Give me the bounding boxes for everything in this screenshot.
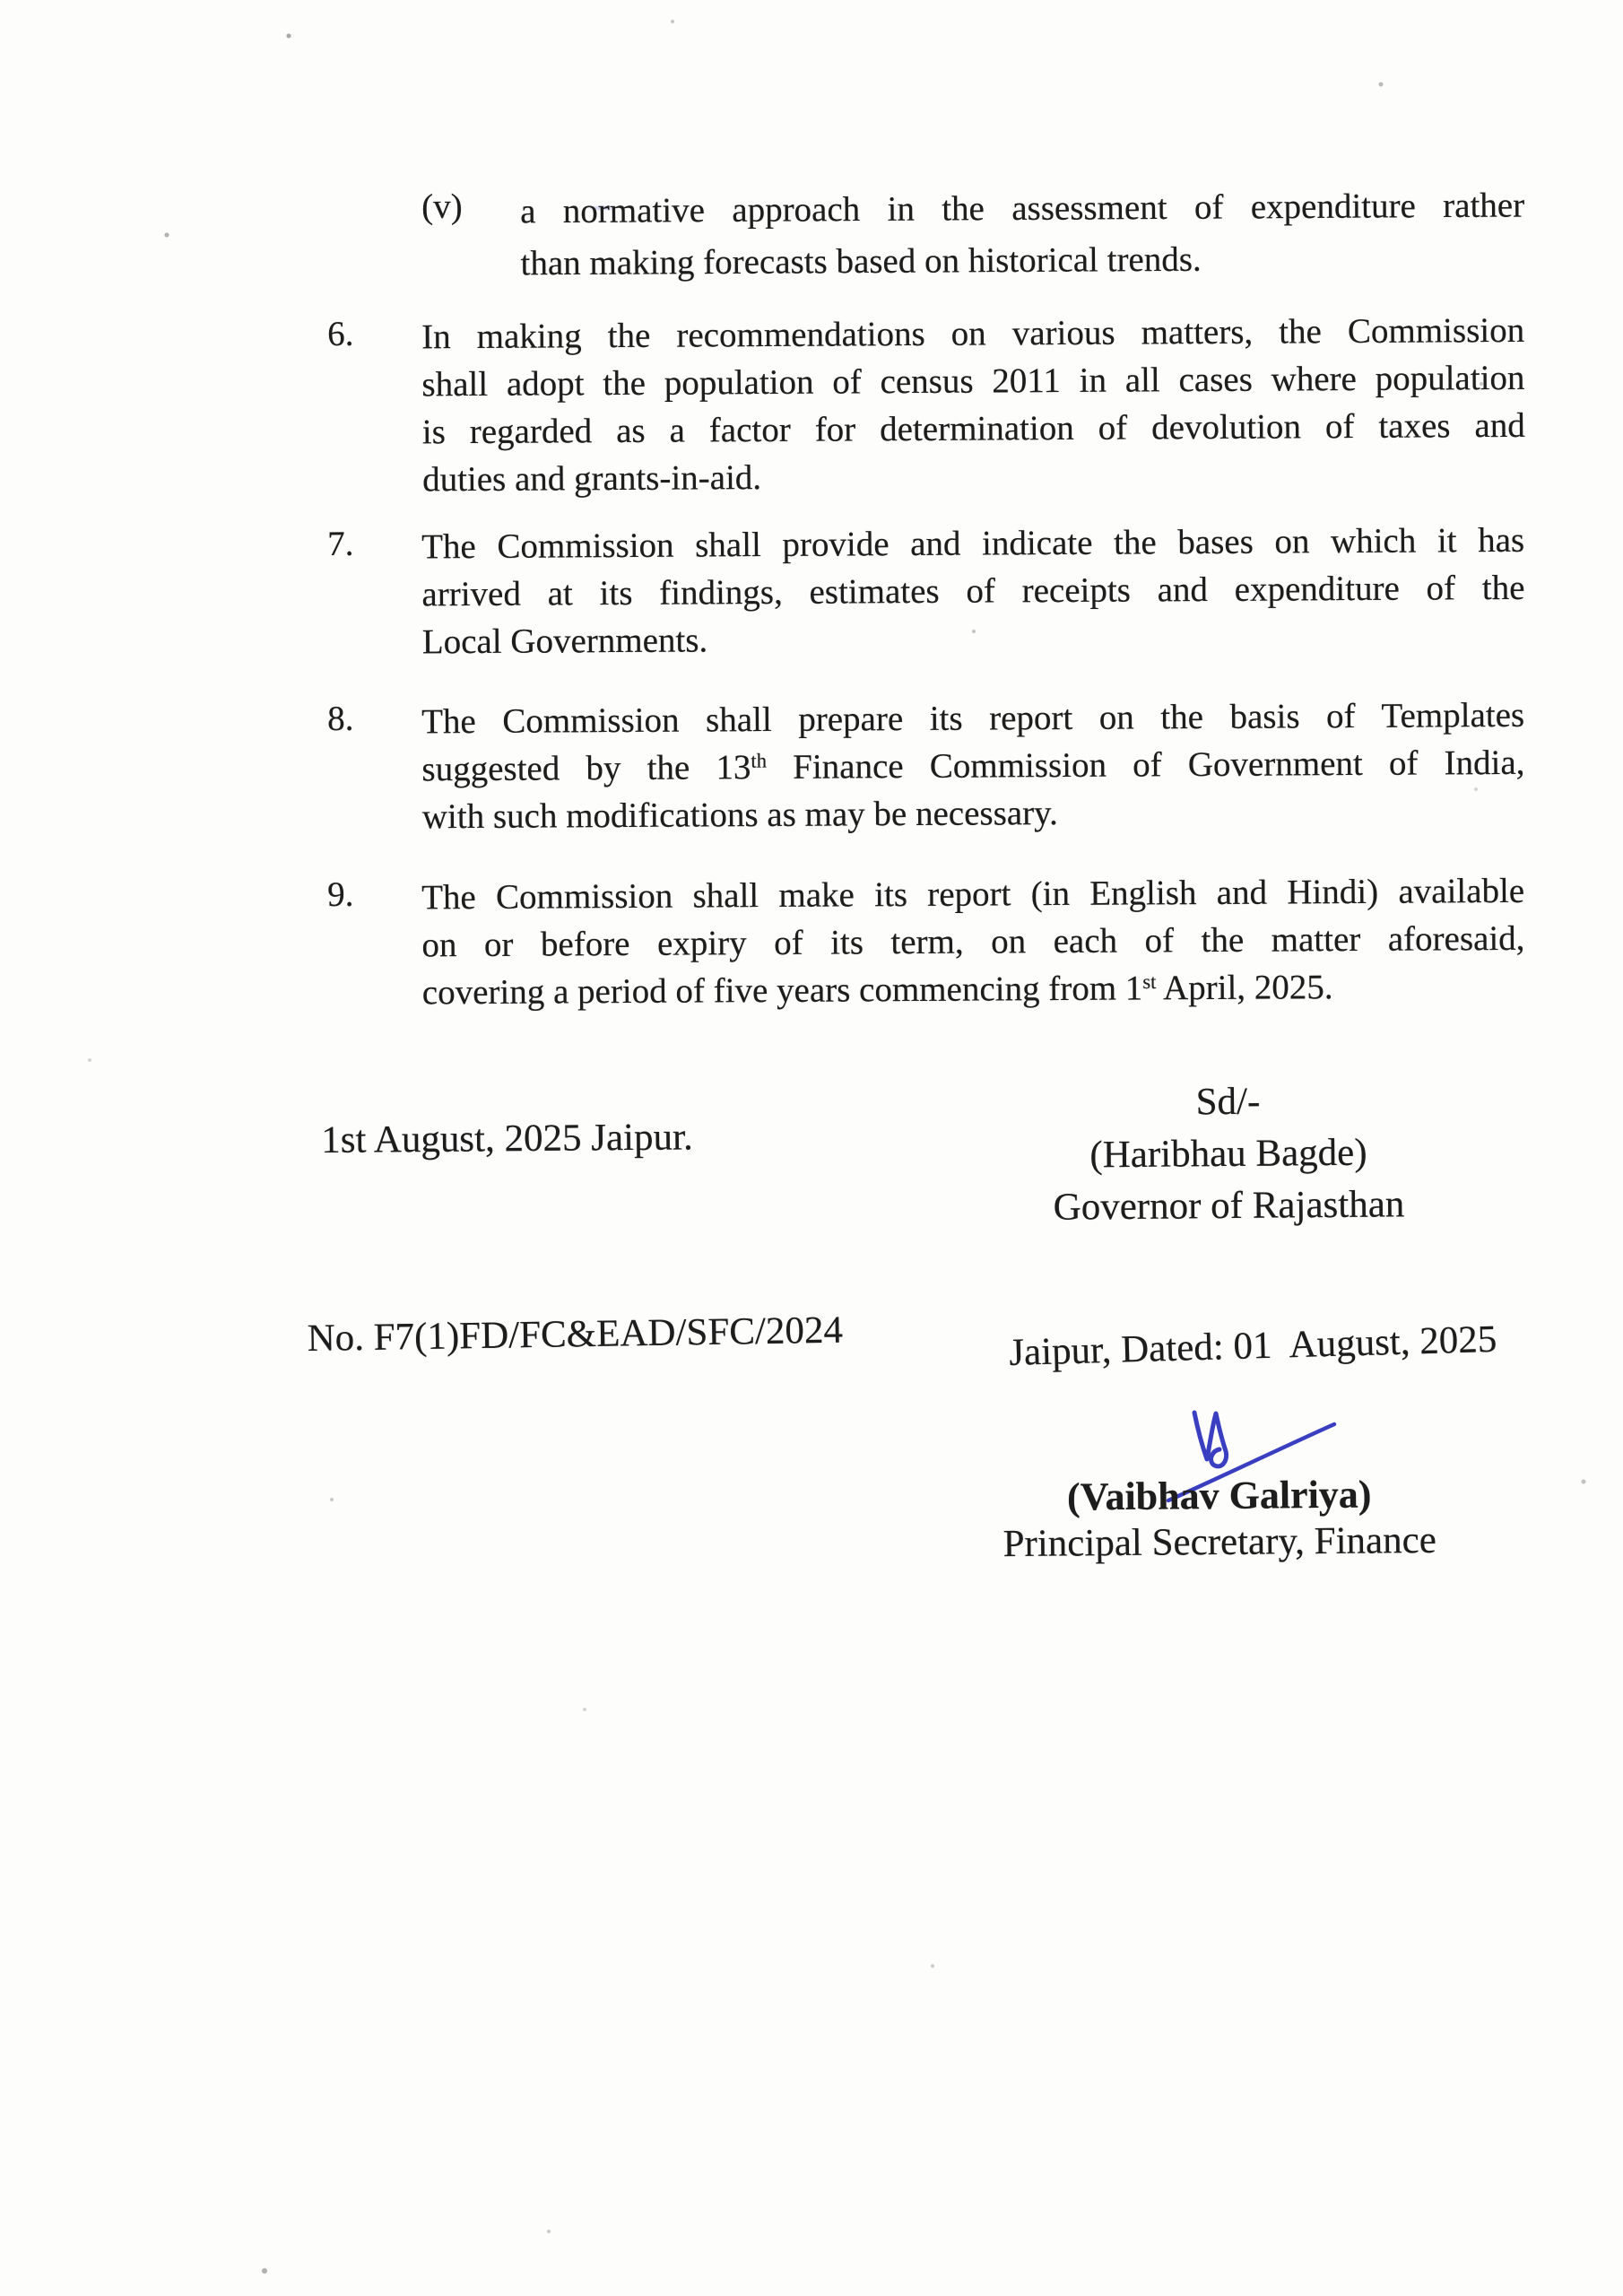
paragraph-line: a normative approach in the assessment of expenditure rather <box>520 186 1525 231</box>
signature-initials-stroke <box>1194 1413 1227 1466</box>
signatory-name: (Vaibhav Galriya) <box>1066 1472 1372 1519</box>
governor-title: Governor of Rajasthan <box>1053 1183 1405 1229</box>
subclause-v-text <box>520 179 1525 290</box>
date-place-line: 1st August, 2025 Jaipur. <box>321 1116 693 1161</box>
paragraph-line: shall adopt the population of census 2011 in all cases where population <box>421 358 1525 404</box>
paragraph-line: is regarded as a factor for determination of devolution of taxes and <box>421 405 1525 452</box>
paragraph-line: Local Governments. <box>421 621 708 662</box>
paragraph-line: suggested by the 13th Finance Commission of Government of India, <box>421 743 1525 789</box>
clause-9 <box>327 867 1530 1017</box>
paragraph-line: with such modifications as may be necessary. <box>421 794 1058 837</box>
clause-6 <box>327 307 1530 504</box>
paragraph-line: arrived at its findings, estimates of receipts and expenditure of the <box>421 568 1525 614</box>
governor-signoff-block <box>950 1074 1506 1234</box>
clause-8 <box>327 691 1530 841</box>
clause-9-number: 9. <box>327 874 354 914</box>
signatory-title: Principal Secretary, Finance <box>1002 1518 1436 1566</box>
paragraph-line: covering a period of five years commencing from 1st April, 2025. <box>421 968 1333 1013</box>
clause-7-text <box>421 517 1525 666</box>
clause-6-text <box>421 307 1525 504</box>
paragraph-line: The Commission shall provide and indicate the bases on which it has <box>421 520 1525 567</box>
clause-8-text <box>421 691 1525 841</box>
reference-dated: Jaipur, Dated: 01 August, 2025 <box>1008 1318 1497 1375</box>
paragraph-line: on or before expiry of its term, on each of the matter aforesaid, <box>421 918 1525 965</box>
clause-6-number: 6. <box>327 314 354 353</box>
clause-9-text <box>421 867 1525 1017</box>
subclause-v <box>421 179 1525 291</box>
clause-7 <box>327 517 1530 666</box>
signatory-block <box>942 1470 1498 1568</box>
clause-8-number: 8. <box>327 699 354 738</box>
paragraph-line: duties and grants-in-aid. <box>421 458 762 500</box>
governor-name: (Haribhau Bagde) <box>1089 1131 1367 1177</box>
paragraph-line: The Commission shall make its report (in English and Hindi) available <box>421 871 1525 918</box>
reference-number: No. F7(1)FD/FC&EAD/SFC/2024 <box>307 1309 844 1361</box>
paragraph-line: The Commission shall prepare its report on the basis of Templates <box>421 695 1525 742</box>
subclause-v-label: (v) <box>421 187 463 226</box>
paragraph-line: than making forecasts based on historical trends. <box>520 239 1202 283</box>
sd-line: Sd/- <box>1195 1080 1261 1124</box>
clause-7-number: 7. <box>327 524 354 563</box>
paragraph-line: In making the recommendations on various matters, the Commission <box>421 310 1525 357</box>
